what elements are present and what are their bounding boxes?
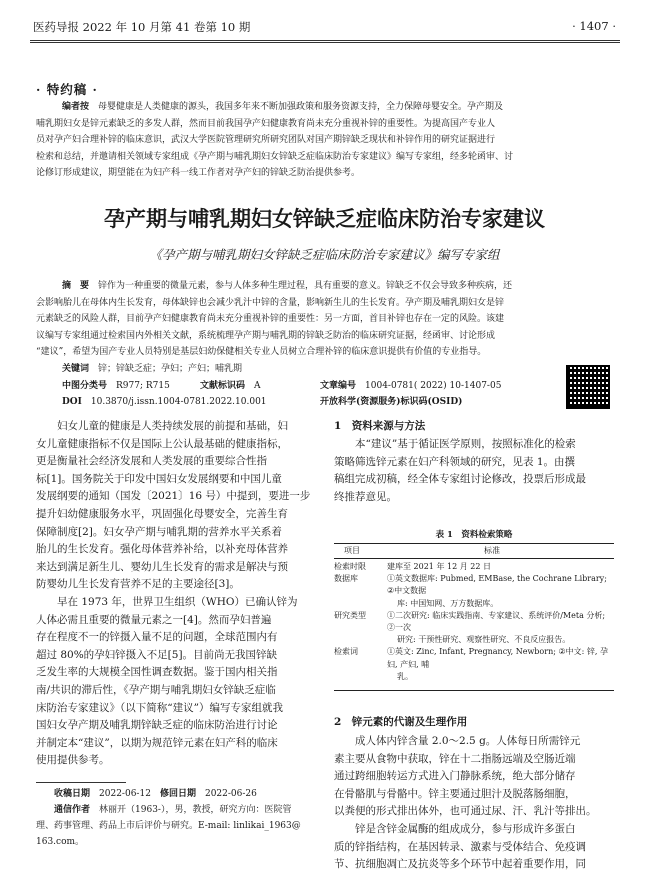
clc (62, 378, 170, 391)
body-line: 策略筛选锌元素在妇产科领域的研究，见表 1。由撰 (334, 455, 576, 468)
page-number: · 1407 · (572, 19, 616, 33)
abstract (36, 278, 614, 361)
body-line: 南/共识的滞后性，《孕产期与哺乳期妇女锌缺乏症临 (36, 683, 276, 696)
table-col-header: 标准 (484, 546, 500, 555)
abstract-line: 元素缺乏的风险人群，目前孕产妇健康教育尚未充分重视补锌的重要性：另一方面，首目补锌也存在一定的风险。该建 (36, 314, 505, 325)
section-2-heading: 2 锌元素的代谢及生理作用 (334, 716, 468, 728)
table-cell: 库: 中国知网、万方数据库。 (397, 598, 499, 608)
table-cell: 研究: 干预性研究、观察性研究、不良反应报告。 (397, 635, 571, 645)
editor-note-line: 员对孕产妇合理补锌的临床意识，武汉大学医院管理研究所研究团队对国产期锌缺乏现状和补锌作用的研究证据进行 (36, 135, 496, 146)
author-info: 理、药事管理、药品上市后评价与研究。E-mail: linlikai_1963@ (36, 821, 301, 831)
table-cell: 研究类型 (334, 610, 366, 620)
body-line: 通过跨细胞转运方式进入门静脉系统，绝大部分储存 (334, 770, 576, 783)
article-number-label: 文章编号 (320, 381, 357, 391)
editor-note-line: 哺乳期妇女是锌元素缺乏的多发人群，然而目前我国孕产妇健康教育尚未充分重视补锌的重要性。为提高国产专业人 (36, 118, 496, 129)
header-rule-2 (30, 42, 620, 43)
body-line: 妇女儿童的健康是人类持续发展的前提和基础，妇 (57, 420, 288, 432)
body-line: 提升妇幼健康服务水平，巩固强化母婴安全，完善生育 (36, 507, 288, 520)
search-strategy-table (334, 561, 614, 683)
body-line: 女儿童健康指标不仅是国际上公认最基础的健康指标， (36, 437, 288, 450)
received-date: 2022-06-12 (99, 789, 151, 799)
body-line: 标[1]。国务院关于印发中国妇女发展纲要和中国儿童 (36, 472, 282, 485)
editor-note-label: 编者按 (62, 102, 90, 112)
table-cell: 检索词 (334, 647, 358, 657)
table-cell: 乳。 (397, 671, 413, 681)
editor-note (36, 99, 614, 182)
table-row (334, 646, 614, 683)
body-line: 节、抗细胞凋亡及抗炎等多个环节中起着重要作用，同 (334, 858, 586, 871)
body-line: 稿组完成初稿，经全体专家组讨论修改，投票后形成最 (334, 473, 586, 486)
body-line: 超过 80%的孕妇锌摄入不足[5]。目前尚无我国锌缺 (36, 648, 278, 661)
clc-value: R977; R715 (116, 381, 170, 391)
doi (62, 394, 267, 407)
table-cell: ①二次研究: 临床实践指南、专家建议、系统评价/Meta 分析; ②一次 (387, 610, 606, 633)
article-number-value: 1004-0781( 2022) 10-1407-05 (365, 381, 502, 391)
table-row (334, 561, 614, 573)
table-cell: ①英文数据库: Pubmed, EMBase, the Cochrane Library; ②中文数据 (387, 574, 607, 596)
abstract-line: “建议”，希望为国产专业人员特别是基层妇幼保健相关专业人员树立合理补锌的临床意识提供有价值的专业指导。 (36, 347, 487, 358)
body-line: 早在 1973 年，世界卫生组织（WHO）已确认锌为 (57, 595, 298, 608)
table-row (334, 610, 614, 647)
body-line: 以粪便的形式排出体外，也可通过尿、汗、乳汁等排出。 (334, 805, 597, 818)
body-line: 国妇女孕产期及哺乳期锌缺乏症的临床防治进行讨论 (36, 719, 278, 732)
editor-note-line: 检索和总结，并邀请相关领域专家组成《孕产期与哺乳期妇女锌缺乏症临床防治专家建议》编写专家组，经多轮函审、讨 (36, 151, 514, 162)
body-line: 锌是含锌金属酶的组成成分，参与形成许多蛋白 (355, 822, 576, 835)
body-line: 保障制度[2]。妇女孕产期与哺乳期的营养水平关系着 (36, 525, 282, 538)
table-cell: ①英文: Zinc, Infant, Pregnancy, Newborn; ②中文: 锌, 孕妇, 产妇, 哺 (387, 647, 608, 669)
body-line: 质的锌指结构，在基因转录、激素与受体结合、免疫调 (334, 840, 586, 853)
doi-label: DOI (62, 397, 82, 407)
table-cell: 检索时限 (334, 562, 366, 571)
table-top-rule (334, 543, 614, 544)
table-cell: 数据库 (334, 574, 358, 584)
doc-code-label: 文献标识码 (200, 381, 246, 391)
editor-note-line: 论修订形成建议，期望能在为妇产科一线工作者对孕产妇的锌缺乏防治提供参考。 (36, 168, 361, 179)
section-tag: · 特约稿 · (36, 82, 98, 97)
journal-header: 医药导报 2022 年 10 月第 41 卷第 10 期 (33, 20, 251, 34)
corresponding-author-label: 通信作者 (54, 805, 91, 815)
body-line: 乏发生率的大规模全国性调查数据。鉴于国内相关指 (36, 666, 278, 679)
body-line: 并制定本“建议”，以期为规范锌元素在妇产科的临床 (36, 736, 278, 749)
footnote (36, 786, 319, 850)
doc-code (200, 378, 261, 391)
table-bottom-rule (334, 690, 614, 691)
article-title: 孕产期与哺乳期妇女锌缺乏症临床防治专家建议 (104, 207, 545, 231)
body-line: 防婴幼儿生长发育营养不足的主要途径[3]。 (36, 578, 240, 591)
received-label: 收稿日期 (54, 789, 91, 799)
header-rule (30, 40, 620, 41)
body-line: 发展纲要的通知（国发〔2021〕16 号）中提到，要进一步 (36, 490, 311, 503)
section-1-heading: 1 资料来源与方法 (334, 420, 426, 432)
article-number (320, 378, 501, 391)
doi-value[interactable]: 10.3870/j.issn.1004-0781.2022.10.001 (90, 397, 267, 407)
table-caption: 表 1 资料检索策略 (435, 530, 513, 540)
body-line: 素主要从食物中获取，锌在十二指肠远端及空肠近端 (334, 752, 576, 765)
table-cell: 建库至 2021 年 12 月 22 日 (387, 562, 491, 571)
body-line: 胎儿的生长发育。强化母体营养补给，以补充母体营养 (36, 543, 288, 556)
abstract-line: 会影响胎儿在母体内生长发育，母体缺锌也会减少乳汁中锌的含量，影响新生儿的生长发育。孕产期及哺乳期妇女是锌 (36, 297, 505, 308)
doc-code-value: A (254, 381, 261, 391)
article-authors: 《孕产期与哺乳期妇女锌缺乏症临床防治专家建议》编写专家组 (149, 247, 500, 262)
clc-label: 中图分类号 (62, 381, 108, 391)
body-line: 在骨骼肌与骨骼中。锌主要通过胆汁及脱落肠细胞， (334, 787, 576, 800)
footnote-rule (36, 782, 126, 783)
revised-date: 2022-06-26 (204, 789, 257, 799)
body-line: 本“建议”基于循证医学原则，按照标准化的检索 (355, 438, 576, 450)
body-line: 成人体内锌含量 2.0～2.5 g。人体每日所需锌元 (355, 735, 581, 747)
osid-qr-code[interactable] (566, 365, 610, 409)
body-line: 人体必需且重要的微量元素之一[4]。然而孕妇普遍 (36, 613, 272, 626)
section-2-text (334, 733, 614, 874)
body-line: 来达到满足新生儿、婴幼儿生长发育的需求是解决与预 (36, 560, 288, 573)
revised-label: 修回日期 (159, 789, 196, 799)
body-line: 使用提供参考。 (36, 754, 110, 767)
editor-note-line: 母婴健康是人类健康的源头，我国多年来不断加强政策和服务资源支持，全力保障母婴安全。孕产期及 (98, 102, 504, 112)
section-1-text (334, 436, 614, 506)
table-col-header: 项目 (344, 546, 360, 555)
body-line: 存在程度不一的锌摄入量不足的问题，全球范围内有 (36, 631, 278, 644)
author-info: 林丽开（1963-），男，教授，研究方向：医院管 (99, 805, 292, 815)
keywords (62, 361, 242, 374)
table-mid-rule (334, 558, 614, 559)
abstract-line: 议编写专家组通过检索国内外相关文献，系统梳理孕产期与哺乳期的锌缺乏防治的临床研究证据，经函审、讨论形成 (36, 330, 496, 341)
body-line: 更是衡量社会经济发展和人类发展的重要综合性指 (36, 455, 267, 468)
abstract-label: 摘 要 (62, 281, 90, 291)
body-line: 床防治专家建议》（以下简称“建议”）编写专家组就我 (36, 701, 283, 714)
body-line: 终推荐意见。 (334, 490, 397, 503)
abstract-line: 锌作为一种重要的微量元素，参与人体多种生理过程，具有重要的意义。锌缺乏不仅会导致多种疾病，还 (98, 281, 513, 291)
keywords-label: 关键词 (62, 364, 90, 374)
author-info: 163.com。 (36, 837, 85, 847)
osid-label: 开放科学(资源服务)标识码(OSID) (320, 397, 463, 407)
intro-text (36, 418, 319, 770)
keywords-text: 锌；锌缺乏症；孕妇；产妇；哺乳期 (98, 364, 243, 374)
table-row (334, 573, 614, 610)
